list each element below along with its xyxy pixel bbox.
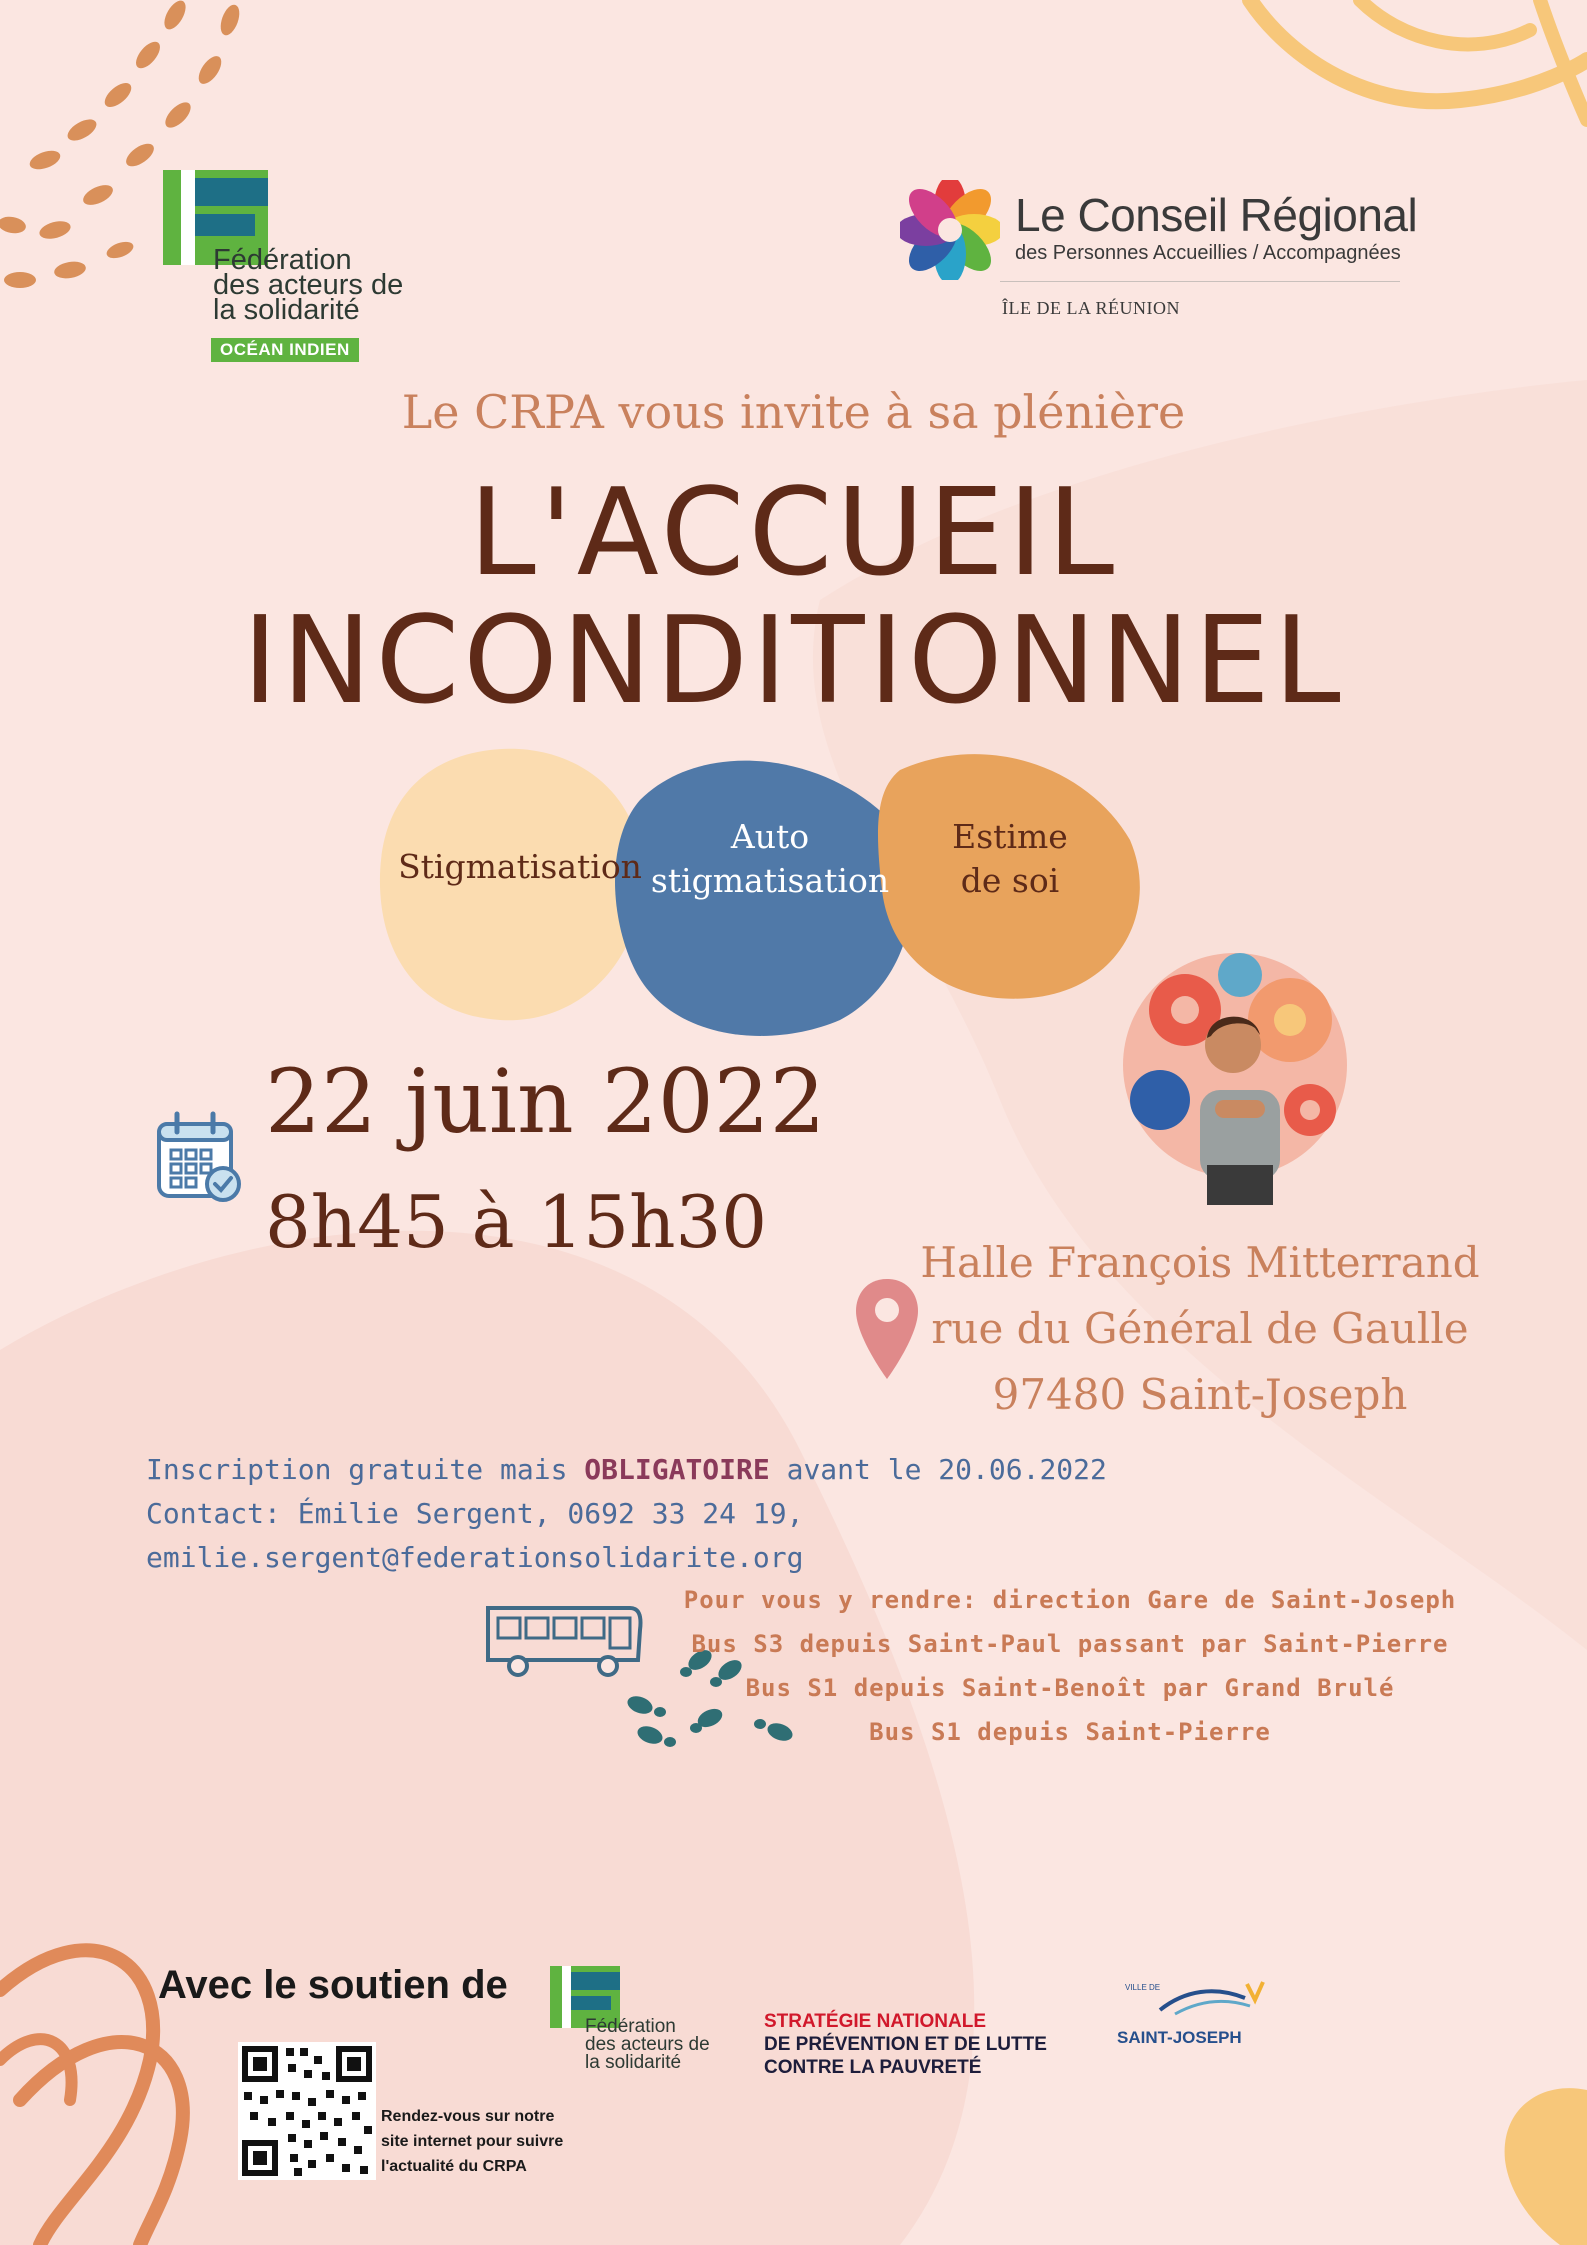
transport-info <box>640 1578 1500 1754</box>
address-line-1: Halle François Mitterrand <box>920 1238 1480 1287</box>
main-title <box>0 464 1587 731</box>
qr-line-1: Rendez-vous sur notre <box>381 2108 555 2125</box>
registration-emphasis: OBLIGATOIRE <box>584 1453 770 1486</box>
fas-line-2: des acteurs de <box>213 269 404 301</box>
crpa-divider <box>1000 281 1400 282</box>
transport-line-2: Bus S3 depuis Saint-Paul passant par Saint-Pierre <box>691 1630 1449 1658</box>
bubble-3-line-1: Estime <box>952 817 1068 856</box>
fas-logo-text <box>213 244 404 326</box>
registration-line <box>146 1448 1107 1492</box>
crpa-subtitle: des Personnes Accueillies / Accompagnées <box>1015 242 1401 264</box>
bubble-2-line-2: stigmatisation <box>650 861 890 900</box>
transport-line-4: Bus S1 depuis Saint-Pierre <box>869 1718 1271 1746</box>
saint-joseph-small: VILLE DE <box>1125 1983 1161 1992</box>
support-title: Avec le soutien de <box>158 1963 508 2007</box>
qr-caption <box>381 2104 563 2179</box>
qr-line-3: l'actualité du CRPA <box>381 2158 527 2175</box>
bubble-1-line-1: Stigmatisation <box>398 847 642 886</box>
bubble-1-label <box>395 845 645 889</box>
qr-line-2: site internet pour suivre <box>381 2133 564 2150</box>
fas-small-line-1: Fédération <box>585 2016 676 2037</box>
event-date: 22 juin 2022 <box>265 1050 826 1153</box>
transport-line-3: Bus S1 depuis Saint-Benoît par Grand Brulé <box>745 1674 1395 1702</box>
strategie-nationale-logo <box>764 2010 1047 2079</box>
saint-joseph-wave-icon <box>1155 1980 1265 2020</box>
address-line-2: rue du Général de Gaulle <box>931 1304 1469 1353</box>
bubble-2-line-1: Auto <box>730 817 810 856</box>
strategie-line-3: CONTRE LA PAUVRETÉ <box>764 2057 982 2078</box>
contact-email[interactable]: emilie.sergent@federationsolidarite.org <box>146 1541 804 1574</box>
saint-joseph-name: SAINT-JOSEPH <box>1117 2028 1242 2047</box>
event-address <box>905 1230 1495 1428</box>
registration-info <box>146 1448 1107 1580</box>
main-title-line-2: INCONDITIONNEL <box>242 592 1345 731</box>
bubble-3-line-2: de soi <box>960 861 1060 900</box>
invite-text: Le CRPA vous invite à sa plénière <box>401 385 1186 439</box>
crpa-logo <box>900 180 1000 285</box>
crpa-flower-icon <box>900 180 1000 280</box>
fas-badge: OCÉAN INDIEN <box>211 338 359 362</box>
calendar-icon <box>155 1110 245 1205</box>
registration-prefix: Inscription gratuite mais <box>146 1453 585 1486</box>
address-line-3: 97480 Saint-Joseph <box>992 1370 1408 1419</box>
bubble-2-label <box>640 815 900 903</box>
crpa-title: Le Conseil Régional <box>1015 189 1418 241</box>
fas-small-line-3: la solidarité <box>585 2052 682 2073</box>
qr-code[interactable] <box>238 2042 376 2180</box>
bubble-3-label <box>900 815 1120 903</box>
contact-line: Contact: Émilie Sergent, 0692 33 24 19, <box>146 1497 804 1530</box>
registration-suffix: avant le 20.06.2022 <box>769 1453 1107 1486</box>
main-title-line-1: L'ACCUEIL <box>468 464 1119 603</box>
person-gears-illustration <box>1115 950 1355 1205</box>
fas-small-logo-text <box>585 2018 710 2072</box>
fas-line-1: Fédération <box>213 244 352 276</box>
strategie-line-1: STRATÉGIE NATIONALE <box>764 2011 987 2032</box>
fas-small-line-2: des acteurs de <box>585 2034 710 2055</box>
crpa-region: ÎLE DE LA RÉUNION <box>1002 298 1180 318</box>
event-hours: 8h45 à 15h30 <box>265 1180 768 1264</box>
transport-line-1: Pour vous y rendre: direction Gare de Saint-Joseph <box>683 1586 1457 1614</box>
fas-line-3: la solidarité <box>213 294 360 326</box>
strategie-line-2: DE PRÉVENTION ET DE LUTTE <box>764 2034 1047 2055</box>
